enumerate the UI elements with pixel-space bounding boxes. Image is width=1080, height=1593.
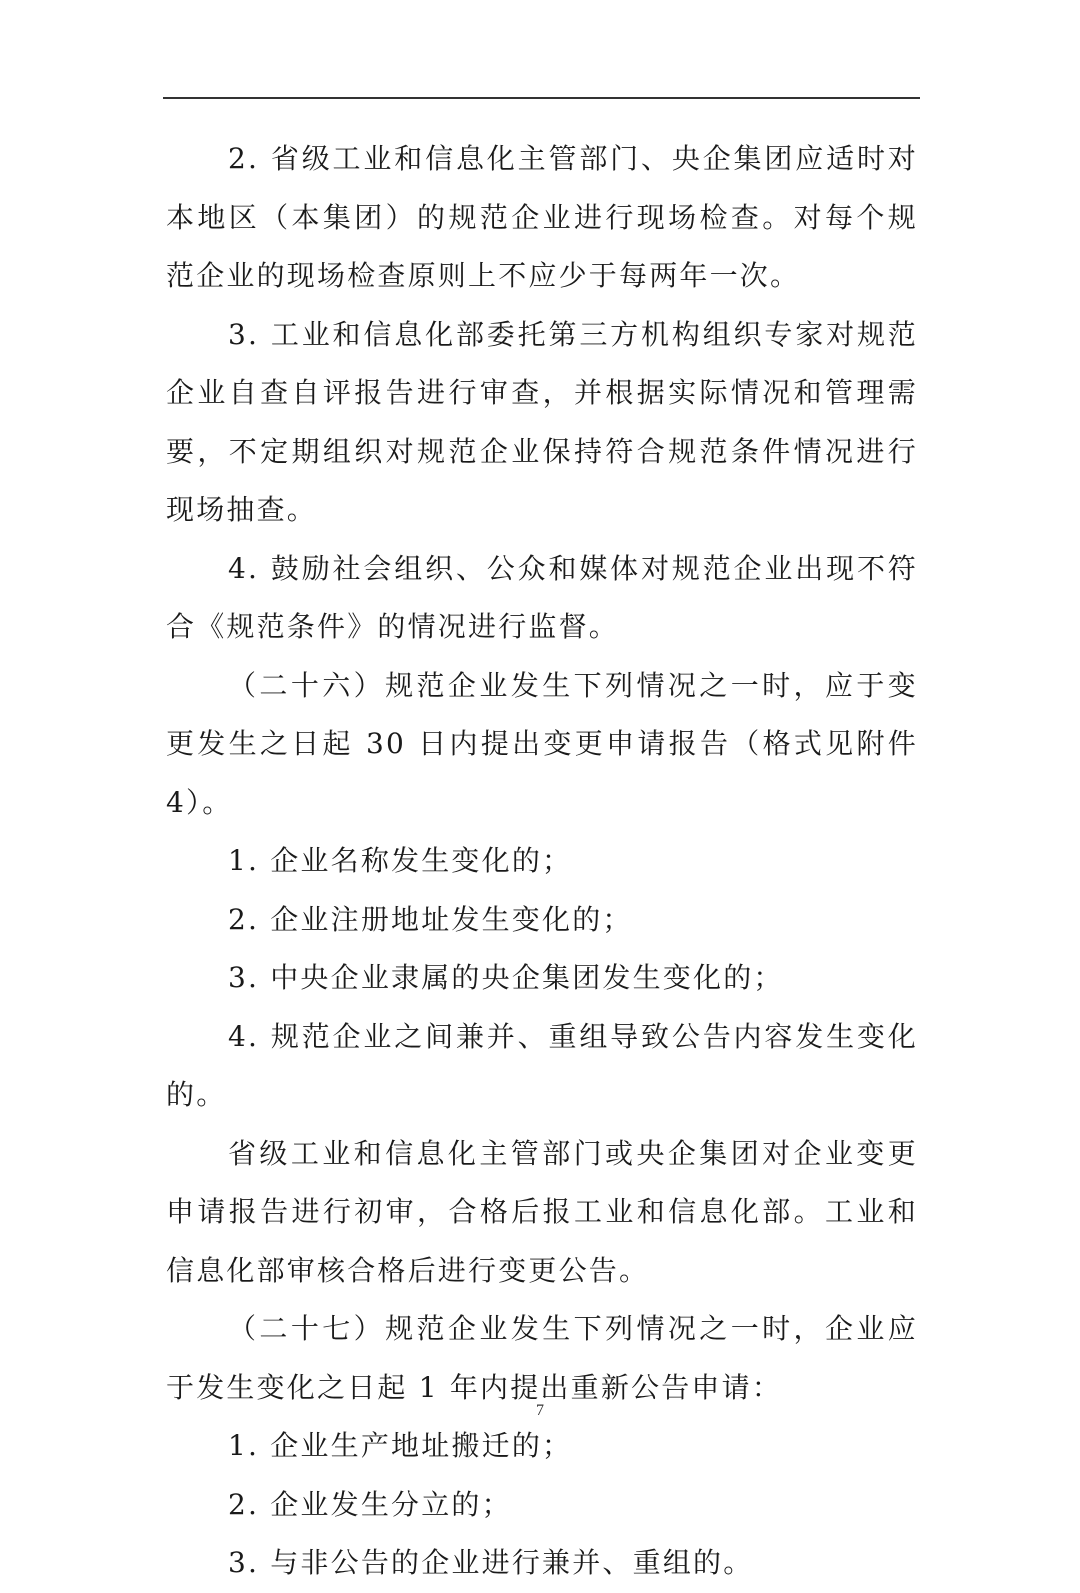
paragraph-article-26: （二十六）规范企业发生下列情况之一时，应于变更发生之日起 30 日内提出变更申请报告（格式见附件 4）。 [166, 668, 918, 819]
paragraph-article-27: （二十七）规范企业发生下列情况之一时，企业应于发生变化之日起 1 年内提出重新公告申请： [166, 1312, 918, 1404]
list-item: 1. 企业名称发生变化的； [228, 844, 573, 877]
document-body [166, 130, 918, 1593]
paragraph-public-supervision: 4. 鼓励社会组织、公众和媒体对规范企业出现不符合《规范条件》的情况进行监督。 [166, 551, 918, 643]
list-item: 2. 企业发生分立的； [228, 1487, 512, 1521]
paragraph-change-review: 省级工业和信息化主管部门或央企集团对企业变更申请报告进行初审，合格后报工业和信息化部。工业和信息化部审核合格后进行变更公告。 [166, 1136, 918, 1287]
page-number: 7 [536, 1402, 544, 1419]
list-item: 2. 企业注册地址发生变化的； [228, 902, 633, 936]
paragraph-third-party-review: 3. 工业和信息化部委托第三方机构组织专家对规范企业自查自评报告进行审查，并根据实际情况和管理需要，不定期组织对规范企业保持符合规范条件情况进行现场抽查。 [166, 317, 918, 526]
list-item: 1. 企业生产地址搬迁的； [228, 1429, 573, 1462]
paragraph-site-inspection: 2. 省级工业和信息化主管部门、央企集团应适时对本地区（本集团）的规范企业进行现场检查。对每个规范企业的现场检查原则上不应少于每两年一次。 [166, 142, 918, 292]
header-rule [163, 97, 920, 99]
list-item: 3. 与非公告的企业进行兼并、重组的。 [228, 1546, 754, 1579]
list-item: 3. 中央企业隶属的央企集团发生变化的； [228, 961, 784, 994]
list-item: 4. 规范企业之间兼并、重组导致公告内容发生变化的。 [166, 1019, 918, 1111]
